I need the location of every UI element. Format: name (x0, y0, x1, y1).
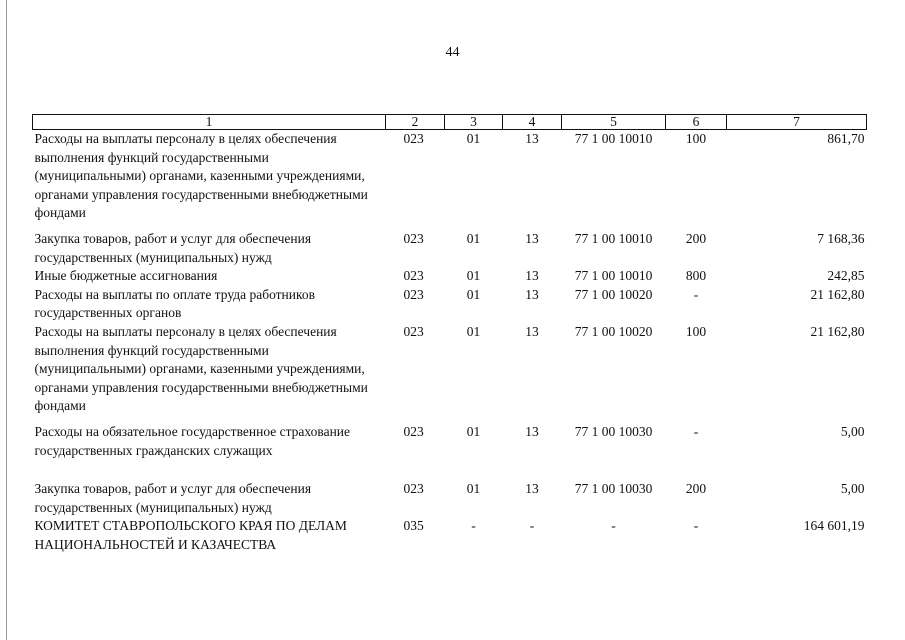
subsection-code: 13 (525, 131, 539, 146)
header-row (33, 115, 867, 130)
row-name: Закупка товаров, работ и услуг для обеспечения государственных (муниципальных) нужд (34, 481, 312, 515)
amount: 5,00 (840, 423, 865, 439)
row-name: Расходы на обязательное государственное страхование государственных гражданских служащих (34, 423, 351, 458)
target-article: 77 1 00 10020 (574, 286, 653, 302)
target-article: 77 1 00 10010 (574, 268, 653, 284)
amount: 164 601,19 (803, 518, 865, 534)
expense-type: 800 (685, 268, 707, 284)
section-code: 01 (466, 286, 481, 302)
section-code: - (471, 518, 476, 534)
target-article: 77 1 00 10020 (574, 323, 653, 339)
expense-type: - (693, 286, 699, 302)
subsection-code: 13 (525, 286, 539, 302)
table-row (33, 480, 867, 517)
subsection-code: 13 (525, 481, 539, 497)
ministry-code: 023 (403, 481, 424, 497)
target-article: - (611, 518, 616, 534)
subsection-code: 13 (525, 323, 539, 339)
target-article: 77 1 00 10010 (574, 230, 653, 246)
amount: 5,00 (840, 481, 865, 497)
subsection-code: - (529, 518, 535, 534)
row-name: Иные бюджетные ассигнования (34, 268, 218, 284)
subsection-code: 13 (525, 423, 539, 439)
section-code: 01 (466, 481, 481, 497)
page-number: 44 (445, 45, 460, 60)
amount: 861,70 (827, 131, 865, 146)
row-name: Расходы на выплаты по оплате труда работников государственных органов (34, 286, 315, 321)
amount: 242,85 (827, 268, 865, 284)
col-header-1: 1 (33, 115, 386, 130)
col-header-2: 2 (386, 115, 445, 130)
expense-type: - (693, 423, 699, 439)
section-code: 01 (466, 423, 481, 439)
expense-type: 100 (685, 131, 707, 146)
col-header-5: 5 (562, 115, 666, 130)
table-row (33, 230, 867, 267)
table-row (33, 286, 867, 323)
row-name: Расходы на выплаты персоналу в целях обеспечения выполнения функций государственными (муниципальными) органами, казенными учреждениями, органами управления государственными внебюджетными фондами (34, 323, 368, 414)
expense-type: 200 (685, 230, 707, 246)
row-name: Закупка товаров, работ и услуг для обеспечения государственных (муниципальных) нужд (34, 230, 312, 265)
page-edge-line (6, 0, 7, 640)
ministry-code: 023 (403, 423, 424, 439)
col-header-6: 6 (666, 115, 727, 130)
table-row (33, 267, 867, 286)
expense-type: 200 (685, 481, 707, 497)
ministry-code: 023 (403, 230, 424, 246)
budget-table (32, 114, 867, 554)
col-header-3: 3 (445, 115, 503, 130)
ministry-code: 023 (403, 268, 424, 284)
ministry-code: 023 (403, 286, 424, 302)
ministry-code: 035 (403, 518, 424, 534)
amount: 21 162,80 (810, 286, 865, 302)
amount: 7 168,36 (817, 230, 865, 246)
table-row (33, 323, 867, 423)
target-article: 77 1 00 10030 (574, 481, 653, 497)
table-row (33, 130, 867, 230)
target-article: 77 1 00 10030 (574, 423, 653, 439)
section-code: 01 (466, 131, 481, 146)
col-header-4: 4 (503, 115, 562, 130)
section-code: 01 (466, 268, 481, 284)
expense-type: - (693, 518, 699, 534)
amount: 21 162,80 (810, 323, 865, 339)
row-name: Расходы на выплаты персоналу в целях обеспечения выполнения функций государственными (муниципальными) органами, казенными учреждениями, органами управления государственными внебюджетными фондами (34, 131, 368, 221)
section-code: 01 (466, 230, 481, 246)
col-header-7: 7 (727, 115, 867, 130)
subsection-code: 13 (525, 230, 539, 246)
expense-type: 100 (685, 323, 707, 339)
target-article: 77 1 00 10010 (574, 131, 653, 146)
table-row (33, 423, 867, 480)
ministry-code: 023 (403, 131, 424, 146)
ministry-code: 023 (403, 323, 424, 339)
table-row (33, 517, 867, 554)
subsection-code: 13 (525, 268, 539, 284)
section-code: 01 (466, 323, 481, 339)
row-name: КОМИТЕТ СТАВРОПОЛЬСКОГО КРАЯ ПО ДЕЛАМ НАЦИОНАЛЬНОСТЕЙ И КАЗАЧЕСТВА (34, 518, 347, 552)
